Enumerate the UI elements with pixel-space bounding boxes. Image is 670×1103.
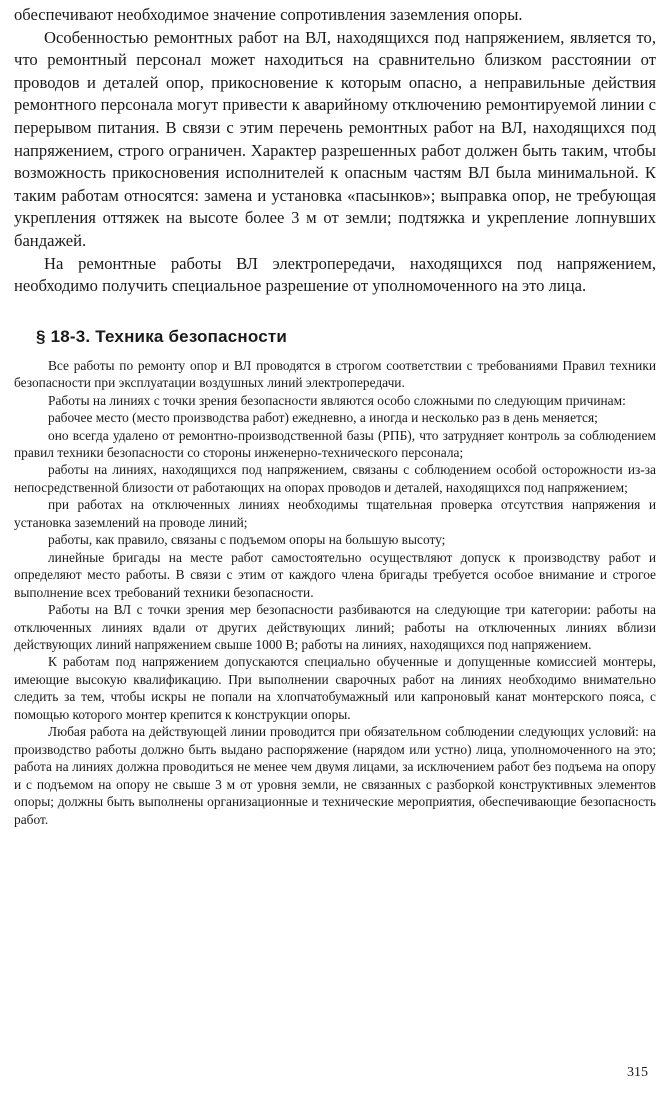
list-item: линейные бригады на месте работ самостоятельно осуществляют допуск к производству работ и определяют место работы. В связи с этим от каждого члена бригады требуется особое внимание и строгое выполнение всех требований техники безопасности. xyxy=(14,549,656,600)
paragraph: Работы на ВЛ с точки зрения мер безопасности разбиваются на следующие три категории: работы на отключенных линиях вдали от других действующих линий; работы на отключенных линиях вблизи действующих линий напряжением свыше 1000 В; работы на линиях, находящихся под напряжением. xyxy=(14,602,656,652)
paragraph: К работам под напряжением допускаются специально обученные и допущенные комиссией монтеры, имеющие высокую квалификацию. При выполнении сварочных работ на линиях необходимо внимательно следить за тем, чтобы искры не попали на хлопчатобумажный или капроновый канат монтерского пояса, с помощью которого монтер крепится к конструкции опоры. xyxy=(14,654,656,722)
paragraph: Все работы по ремонту опор и ВЛ проводятся в строгом соответствии с требованиями Правил техники безопасности при эксплуатации воздушных линий электропередачи. xyxy=(14,357,656,391)
list-item: при работах на отключенных линиях необходимы тщательная проверка отсутствия напряжения и установка заземлений на проводе линий; xyxy=(14,497,656,530)
paragraph: Особенностью ремонтных работ на ВЛ, находящихся под напряжением, является то, что ремонтный персонал может находиться на сравнительно близком расстоянии от проводов и деталей опор, прикосновение к которым опасно, а неправильные действия ремонтного персонала могут привести к аварийному отключению ремонтируемой линии с перерывом питания. В связи с этим перечень ремонтных работ на ВЛ, находящихся под напряжением, строго ограничен. Характер разрешенных работ должен быть таким, чтобы возможность прикосновения исполнителей к опасным частям ВЛ была минимальной. К таким работам относятся: замена и установка «пасынков»; выправка опор, не требующая укрепления оттяжек на высоте более 3 м от земли; подтяжка и укрепление лопнувших бандажей. xyxy=(14,27,656,250)
paragraph: На ремонтные работы ВЛ электропередачи, находящихся под напряжением, необходимо получить специальное разрешение от уполномоченного на это лица. xyxy=(14,253,656,296)
body-text-top xyxy=(14,4,656,298)
paragraph: Любая работа на действующей линии проводится при обязательном соблюдении следующих условий: на производство работы должно быть выдано распоряжение (нарядом или устно) лица, уполномоченного на это; работа на линиях должна проводиться не менее чем двумя лицами, за исключением работ без подъема на опору и с подъемом на опору не свыше 3 м от уровня земли, не связанных с разборкой конструктивных элементов опоры; должны быть выполнены организационные и технические мероприятия, обеспечивающие безопасность работ. xyxy=(14,724,656,827)
list-item: работы, как правило, связаны с подъемом опоры на большую высоту; xyxy=(48,532,446,548)
section-title: § 18-3. Техника безопасности xyxy=(36,326,288,346)
list-item: работы на линиях, находящихся под напряжением, связаны с соблюдением особой осторожности из-за непосредственной близости от работающих на опорах проводов и деталей, находящихся под напряжением; xyxy=(14,462,656,495)
body-text-small xyxy=(14,357,656,828)
paragraph: обеспечивают необходимое значение сопротивления заземления опоры. xyxy=(14,5,523,24)
page-number: 315 xyxy=(627,1065,648,1080)
list-item: рабочее место (место производства работ) ежедневно, а иногда и несколько раз в день меняется; xyxy=(48,410,598,426)
paragraph: Работы на линиях с точки зрения безопасности являются особо сложными по следующим причинам: xyxy=(48,392,626,408)
list-item: оно всегда удалено от ремонтно-производственной базы (РПБ), что затрудняет контроль за соблюдением правил техники безопасности со стороны инженерно-технического персонала; xyxy=(14,427,656,460)
